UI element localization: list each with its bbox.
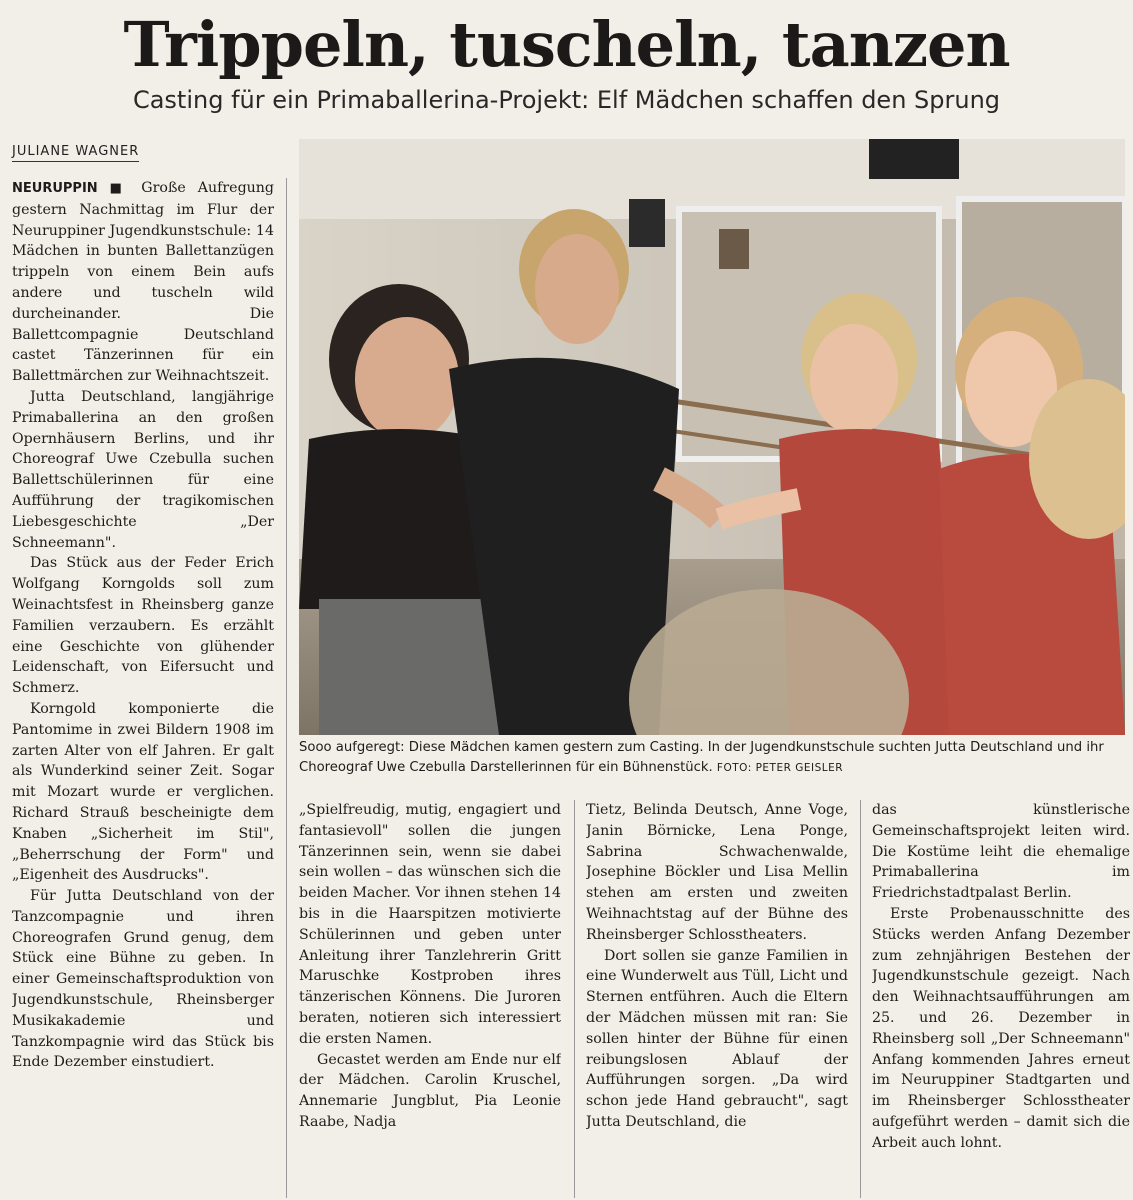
column-rule (860, 800, 861, 1198)
subheadline: Casting für ein Primaballerina-Projekt: Elf Mädchen schaffen den Sprung (132, 86, 1001, 114)
paragraph: Für Jutta Deutschland von der Tanzcompagnie und ihren Choreografen Grund genug, dem Stück eine Bühne zu geben. In einer Gemeinschaftsproduktion von Jugendkunstschule, Rheinsberger Musikakademie und Tanzkompagnie wird das Stück bis Ende Dezember einstudiert. (12, 888, 274, 1071)
paragraph: Gecastet werden am Ende nur elf der Mädchen. Carolin Kruschel, Annemarie Jungblut, Pia Leonie Raabe, Nadja (299, 1051, 561, 1130)
photo-caption (299, 738, 1125, 778)
column-rule (286, 178, 287, 1198)
photo-illustration (299, 139, 1125, 735)
paragraph-text: Große Aufregung gestern Nachmittag im Flur der Neuruppiner Jugendkunstschule: 14 Mädchen in bunten Ballettanzügen trippeln von einem Bein aufs andere und tuscheln wild durcheinander. Die Ballettcompagnie Deutschland castet Tänzerinnen für ein Ballettmärchen zur Weihnachtszeit. (12, 180, 274, 385)
paragraph: Dort sollen sie ganze Familien in eine Wunderwelt aus Tüll, Licht und Sternen entführen. Auch die Eltern der Mädchen müssen mit ran: Sie sollen hinter der Bühne für einen reibungslosen Ablauf der Aufführungen sorgen. „Da wird schon jede Hand gebraucht", sagt Jutta Deutschland, die (586, 947, 848, 1130)
caption-text: Sooo aufgeregt: Diese Mädchen kamen gestern zum Casting. In der Jugendkunstschule suchten Jutta Deutschland und ihr Choreograf Uwe Czebulla Darstellerinnen für ein Bühnenstück. (299, 740, 1104, 775)
article-column-4 (872, 800, 1130, 1198)
paragraph: Jutta Deutschland, langjährige Primaballerina an den großen Opernhäusern Berlins, und ihr Choreograf Uwe Czebulla suchen Ballettschülerinnen für eine Aufführung der tragikomischen Liebesgeschichte „Der Schneemann". (12, 388, 274, 551)
paragraph: Tietz, Belinda Deutsch, Anne Voge, Janin Börnicke, Lena Ponge, Sabrina Schwachenwalde, Josephine Böckler und Lisa Mellin stehen am ersten und zweiten Weihnachtstag auf der Bühne des Rheinsberger Schlosstheaters. (586, 802, 848, 943)
author-byline: JULIANE WAGNER (12, 144, 139, 162)
paragraph: Korngold komponierte die Pantomime in zwei Bildern 1908 im zarten Alter von elf Jahren. Er galt als Wunderkind seiner Zeit. Sogar mit Mozart wurde er verglichen. Richard Strauß bescheinigte dem Knaben „Sicherheit im Stil", „Beherrschung der Form" und „Eigenheit des Ausdrucks". (12, 700, 274, 884)
photo-casting (299, 139, 1125, 735)
dateline: NEURUPPIN ■ (12, 181, 130, 196)
paragraph: Das Stück aus der Feder Erich Wolfgang Korngolds soll zum Weinachtsfest in Rheinsberg ganze Familien verzaubern. Es erzählt eine Geschichte von glühender Leidenschaft, von Eifersucht und Schmerz. (12, 555, 274, 697)
column-rule (574, 800, 575, 1198)
photo-credit: FOTO: PETER GEISLER (716, 762, 844, 774)
paragraph: das künstlerische Gemeinschaftsprojekt leiten wird. Die Kostüme leiht die ehemalige Primaballerina im Friedrichstadtpalast Berlin. (872, 802, 1130, 902)
paragraph: „Spielfreudig, mutig, engagiert und fantasievoll" sollen die jungen Tänzerinnen sein, wenn sie dabei sein wollen – das wünschen sich die beiden Macher. Vor ihnen stehen 14 bis in die Haarspitzen motivierte Schülerinnen und geben unter Anleitung ihrer Tanzlehrerin Gritt Maruschke Kostproben ihres tänzerischen Könnens. Die Juroren beraten, notieren sich interessiert die ersten Namen. (299, 802, 561, 1047)
article-column-3 (586, 800, 848, 1198)
paragraph: Erste Probenausschnitte des Stücks werden Anfang Dezember zum zehnjährigen Bestehen der Jugendkunstschule gezeigt. Nach den Weihnachtsaufführungen am 25. und 26. Dezember in Rheinsberg soll „Der Schneemann" Anfang kommenden Jahres erneut im Neuruppiner Stadtgarten und im Rheinsberger Schlosstheater aufgeführt werden – damit sich die Arbeit auch lohnt. (872, 905, 1130, 1151)
article-column-1 (12, 178, 274, 1198)
headline: Trippeln, tuscheln, tanzen (123, 8, 1010, 81)
paragraph (12, 178, 274, 387)
article-column-2 (299, 800, 561, 1198)
